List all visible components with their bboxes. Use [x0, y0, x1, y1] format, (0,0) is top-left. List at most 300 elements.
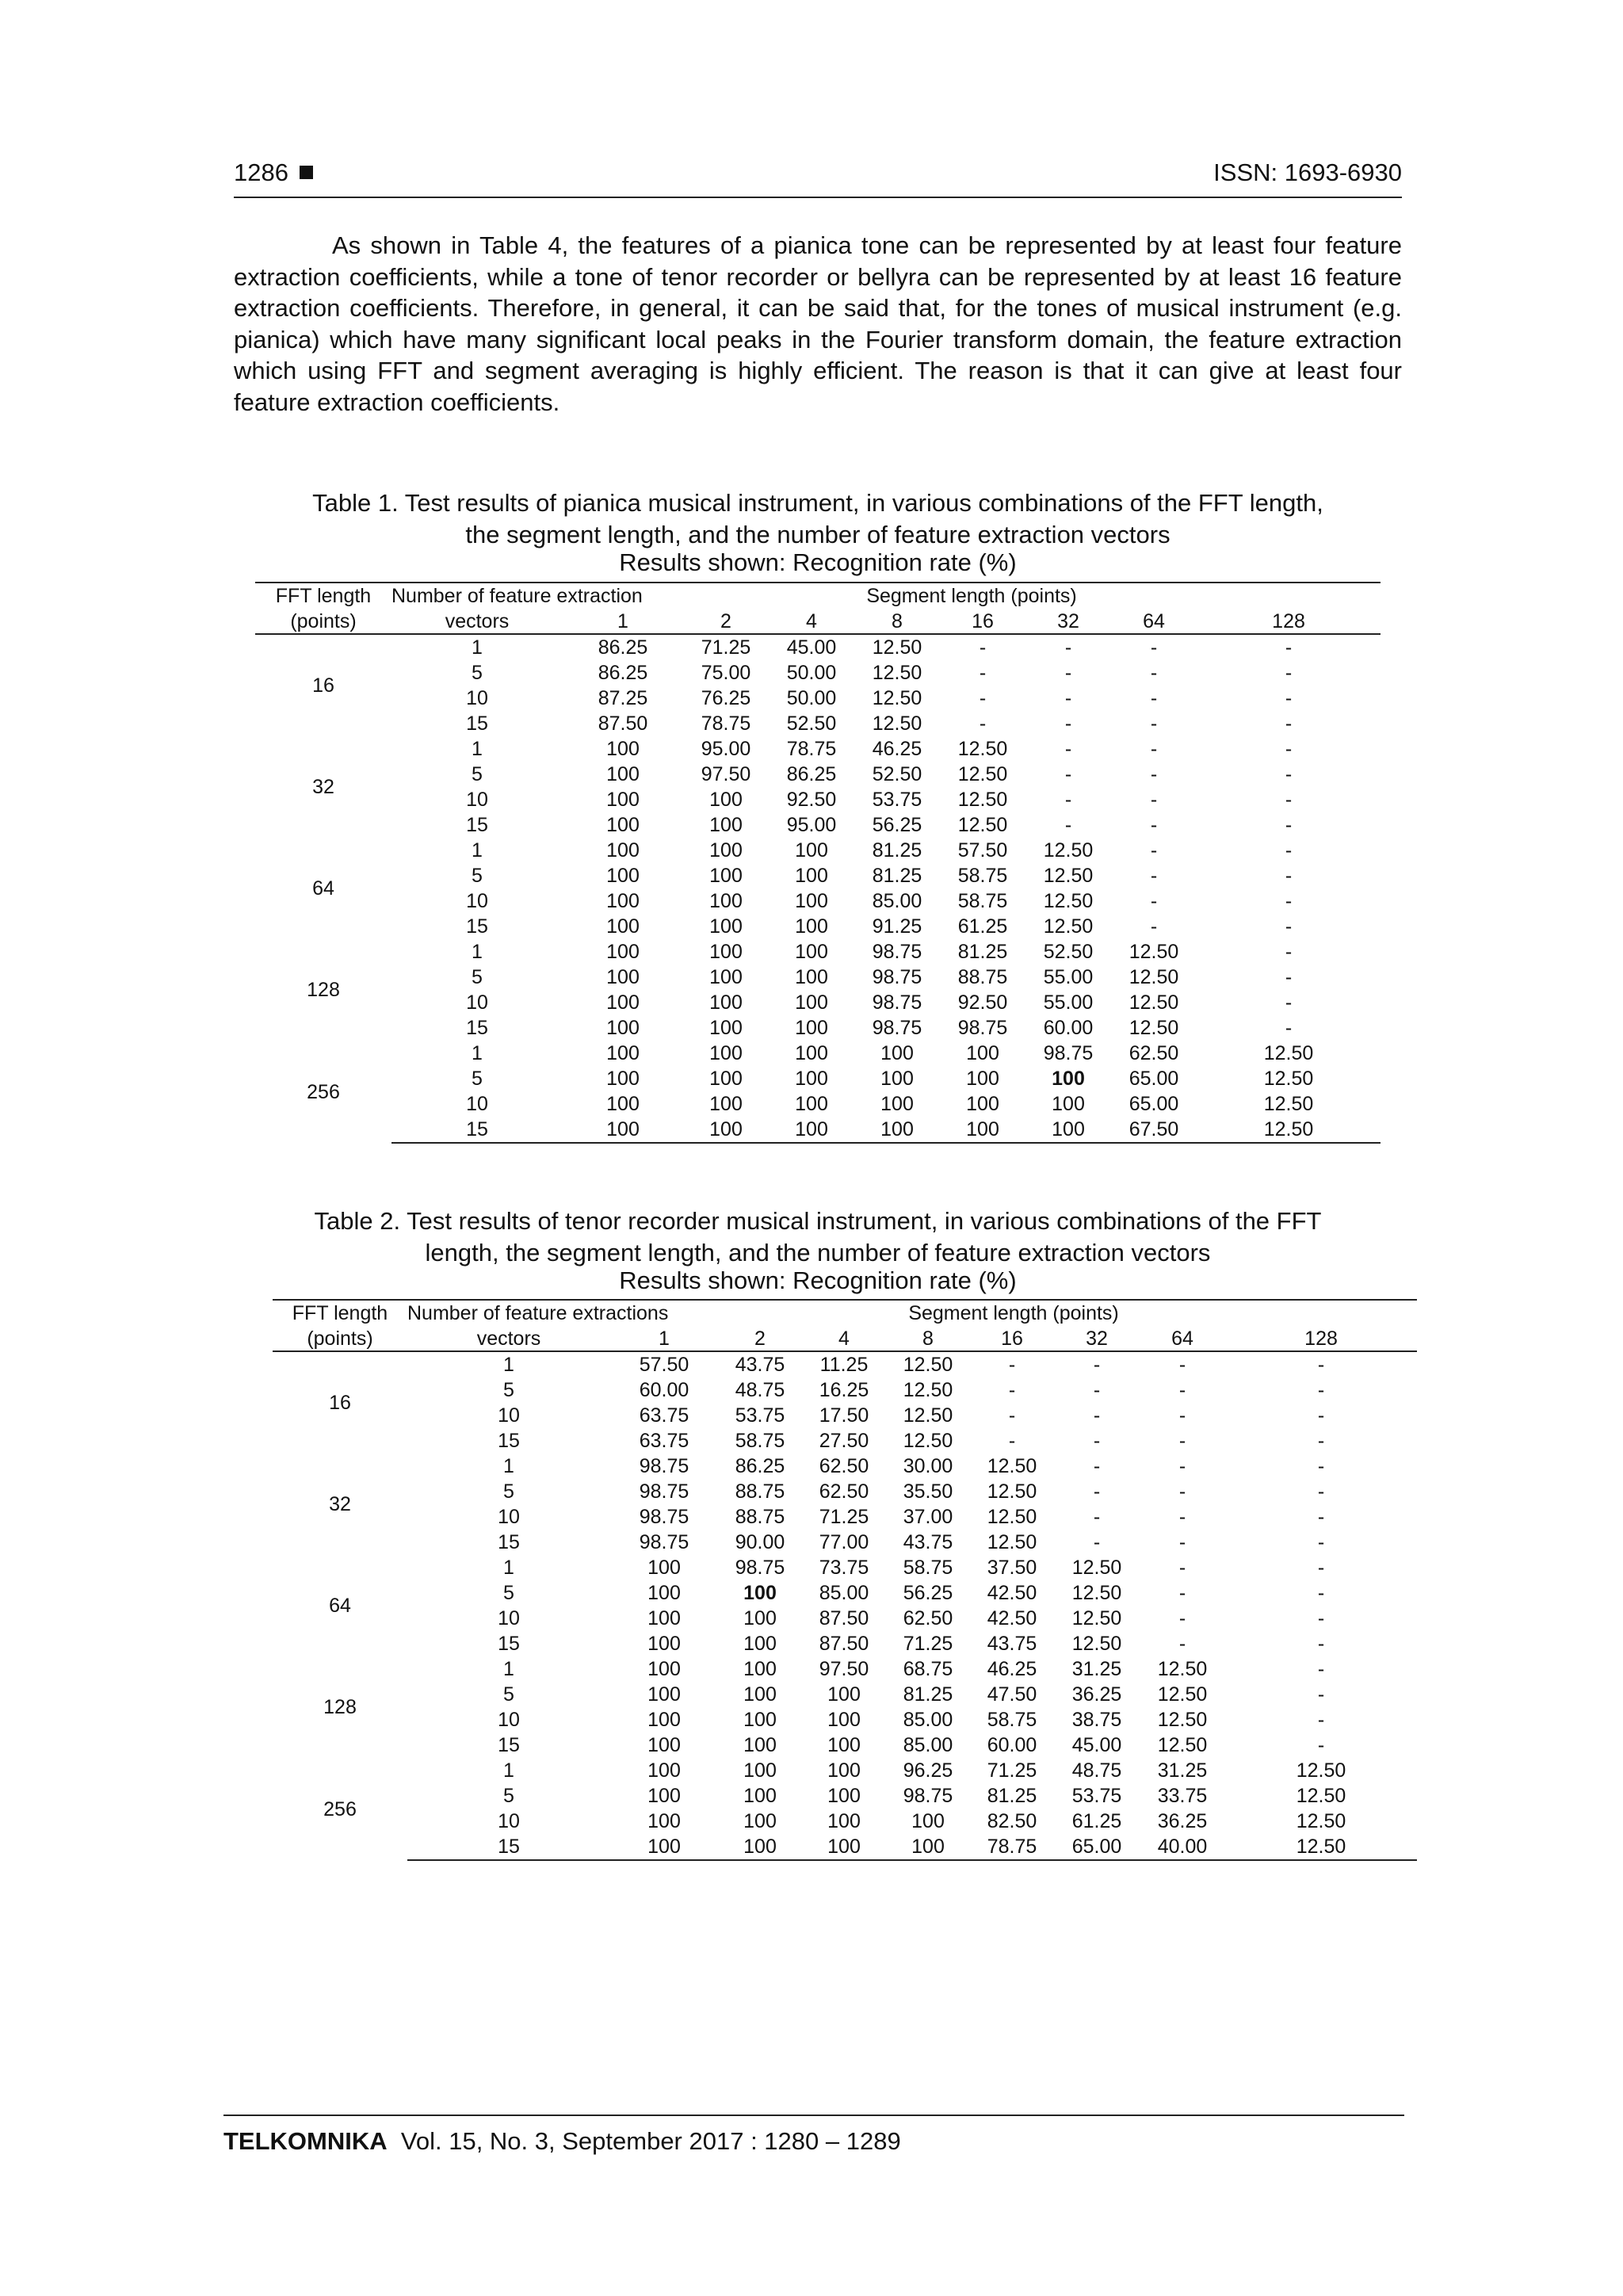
fft-length-cell: 256: [323, 1797, 357, 1820]
rate-cell: -: [979, 636, 987, 659]
rate-cell: 61.25: [957, 915, 1008, 938]
rate-cell: 48.75: [1071, 1759, 1122, 1782]
rate-cell: -: [1008, 1430, 1016, 1452]
rate-cell: -: [1178, 1455, 1186, 1477]
fft-length-cell: 32: [329, 1493, 351, 1515]
rate-cell: 81.25: [872, 839, 922, 861]
rate-cell: -: [1064, 636, 1072, 659]
table-row: [255, 812, 1381, 838]
rate-cell: 78.75: [970, 1834, 1054, 1860]
rate-cell: -: [1285, 712, 1293, 735]
rate-cell: 12.50: [1296, 1810, 1346, 1832]
rate-cell: 100: [606, 1017, 640, 1039]
vectors-header: Number of feature extraction: [391, 585, 643, 607]
rate-cell: 100: [709, 966, 743, 988]
rate-cell: 100: [709, 890, 743, 912]
rate-cell: 75.00: [701, 662, 751, 684]
rate-cell: -: [1317, 1557, 1325, 1579]
rate-cell: 67.50: [1111, 1117, 1197, 1143]
table-row: [255, 634, 1381, 660]
rate-cell: 100: [795, 941, 828, 963]
rate-cell: 100: [718, 1834, 802, 1860]
rate-cell: 100: [1052, 1068, 1085, 1090]
vectors-cell: 5: [472, 865, 483, 887]
rate-cell: 43.75: [987, 1633, 1037, 1655]
table-row: [273, 1403, 1417, 1428]
rate-cell: 100: [647, 1557, 681, 1579]
table1-caption-line1: Table 1. Test results of pianica musical instrument, in various combinations of the FFT length,: [312, 489, 1323, 517]
rate-cell: 52.50: [786, 712, 837, 735]
rate-cell: 97.50: [819, 1658, 869, 1680]
rate-cell: -: [1093, 1354, 1101, 1376]
rate-cell: -: [1093, 1480, 1101, 1503]
segment-column-header: 128: [1225, 1326, 1417, 1351]
header-row: [255, 583, 1381, 609]
table-row: [255, 1091, 1381, 1117]
rate-cell: 86.25: [598, 636, 648, 659]
rate-cell: 53.75: [735, 1404, 785, 1427]
table2: [273, 1299, 1417, 1861]
table2-caption: [234, 1205, 1402, 1269]
fft-length-header: FFT length: [275, 585, 372, 607]
header-row: [255, 609, 1381, 634]
rate-cell: 42.50: [987, 1582, 1037, 1604]
rate-cell: 36.25: [1071, 1683, 1122, 1706]
rate-cell: 30.00: [903, 1455, 953, 1477]
vectors-cell: 10: [498, 1810, 520, 1832]
fft-length-cell: 32: [312, 776, 334, 798]
table-row: [255, 686, 1381, 711]
table-row: [255, 863, 1381, 888]
rate-cell: 98.75: [872, 941, 922, 963]
black-square-icon: [300, 166, 313, 179]
rate-cell: 82.50: [987, 1810, 1037, 1832]
table2-caption-line2: length, the segment length, and the number of feature extraction vectors: [425, 1239, 1211, 1266]
rate-cell: 56.25: [903, 1582, 953, 1604]
rate-cell: 56.25: [872, 814, 922, 836]
rate-cell: 50.00: [786, 687, 837, 709]
rate-cell: -: [979, 687, 987, 709]
rate-cell: 88.75: [735, 1480, 785, 1503]
rate-cell: 100: [795, 1017, 828, 1039]
rate-cell: -: [1317, 1658, 1325, 1680]
rate-cell: 50.00: [786, 662, 837, 684]
vectors-cell: 10: [498, 1607, 520, 1629]
rate-cell: -: [1178, 1379, 1186, 1401]
rate-cell: 97.50: [701, 763, 751, 785]
rate-cell: 100: [743, 1759, 777, 1782]
rate-cell: -: [1093, 1455, 1101, 1477]
rate-cell: 55.00: [1043, 991, 1094, 1014]
rate-cell: 12.50: [872, 712, 922, 735]
fft-length-cell: 64: [329, 1595, 351, 1617]
vectors-cell: 1: [503, 1658, 514, 1680]
rate-cell: 12.50: [1128, 941, 1179, 963]
rate-cell: 63.75: [639, 1430, 689, 1452]
rate-cell: 12.50: [1263, 1068, 1314, 1090]
table-row: [255, 1015, 1381, 1041]
rate-cell: -: [1064, 738, 1072, 760]
segment-length-header: Segment length (points): [866, 585, 1077, 607]
rate-cell: 12.50: [1296, 1785, 1346, 1807]
vectors-cell: 5: [472, 1068, 483, 1090]
rate-cell: 12.50: [1263, 1042, 1314, 1064]
rate-cell: 100: [966, 1093, 999, 1115]
rate-cell: -: [1285, 915, 1293, 938]
rate-cell: -: [1317, 1734, 1325, 1756]
rate-cell: -: [1064, 712, 1072, 735]
vectors-cell: 5: [503, 1379, 514, 1401]
rate-cell: 60.00: [987, 1734, 1037, 1756]
rate-cell: -: [1285, 763, 1293, 785]
rate-cell: 100: [606, 1042, 640, 1064]
rate-cell: 100: [647, 1734, 681, 1756]
rate-cell: 98.75: [903, 1785, 953, 1807]
table-row: [255, 1041, 1381, 1066]
rate-cell: 100: [610, 1834, 718, 1860]
vectors-cell: 10: [466, 789, 488, 811]
rate-cell: -: [1178, 1480, 1186, 1503]
fft-length-cell: 16: [329, 1392, 351, 1414]
rate-cell: 100: [647, 1810, 681, 1832]
segment-column-header: 128: [1197, 609, 1381, 634]
table1-results-line: Results shown: Recognition rate (%): [619, 548, 1017, 576]
vectors-cell: 5: [503, 1683, 514, 1706]
table2-results-line: Results shown: Recognition rate (%): [619, 1266, 1017, 1294]
header-row: [273, 1326, 1417, 1351]
vectors-cell: 15: [498, 1734, 520, 1756]
rate-cell: -: [1285, 941, 1293, 963]
rate-cell: 68.75: [903, 1658, 953, 1680]
vectors-unit-header: vectors: [407, 1326, 610, 1351]
rate-cell: 27.50: [819, 1430, 869, 1452]
rate-cell: 96.25: [903, 1759, 953, 1782]
vectors-cell: 1: [472, 839, 483, 861]
table-row: [273, 1580, 1417, 1606]
rate-cell: 100: [606, 789, 640, 811]
rate-cell: -: [979, 712, 987, 735]
table-row: [273, 1428, 1417, 1454]
rate-cell: 100: [606, 865, 640, 887]
rate-cell: 12.50: [872, 636, 922, 659]
rate-cell: -: [1317, 1709, 1325, 1731]
segment-column-header: 8: [854, 609, 940, 634]
rate-cell: -: [1317, 1633, 1325, 1655]
fft-length-cell: 256: [307, 1080, 340, 1103]
segment-column-header: 64: [1111, 609, 1197, 634]
rate-cell: 81.25: [957, 941, 1008, 963]
rate-cell: 62.50: [903, 1607, 953, 1629]
rate-cell: 11.25: [819, 1354, 869, 1376]
rate-cell: 71.25: [987, 1759, 1037, 1782]
rate-cell: -: [1064, 814, 1072, 836]
rate-cell: 100: [709, 991, 743, 1014]
rate-cell: -: [1178, 1557, 1186, 1579]
table-row: [273, 1707, 1417, 1733]
rate-cell: 16.25: [819, 1379, 869, 1401]
rate-cell: 12.50: [903, 1354, 953, 1376]
fft-unit-header: (points): [255, 609, 391, 634]
vectors-cell: 1: [503, 1759, 514, 1782]
rate-cell: 100: [709, 865, 743, 887]
table1-caption-line2: the segment length, and the number of feature extraction vectors: [465, 521, 1170, 548]
vectors-cell: 10: [498, 1709, 520, 1731]
rate-cell: 38.75: [1071, 1709, 1122, 1731]
rate-cell: -: [1064, 662, 1072, 684]
rate-cell: -: [1317, 1582, 1325, 1604]
vectors-cell: 15: [498, 1430, 520, 1452]
table1-caption: [234, 487, 1402, 551]
rate-cell: -: [1317, 1506, 1325, 1528]
vectors-cell: 10: [466, 1093, 488, 1115]
rate-cell: 31.25: [1071, 1658, 1122, 1680]
rate-cell: 98.75: [872, 966, 922, 988]
rate-cell: 100: [940, 1117, 1025, 1143]
rate-cell: 100: [606, 966, 640, 988]
rate-cell: 90.00: [735, 1531, 785, 1553]
rate-cell: 37.50: [987, 1557, 1037, 1579]
rate-cell: -: [1285, 789, 1293, 811]
table-row: [273, 1479, 1417, 1504]
rate-cell: 71.25: [701, 636, 751, 659]
rate-cell: 100: [647, 1607, 681, 1629]
rate-cell: 12.50: [957, 814, 1008, 836]
rate-cell: 43.75: [903, 1531, 953, 1553]
rate-cell: -: [1285, 966, 1293, 988]
fft-length-cell: 64: [312, 877, 334, 900]
rate-cell: 60.00: [1043, 1017, 1094, 1039]
rate-cell: 100: [743, 1582, 777, 1604]
rate-cell: 17.50: [819, 1404, 869, 1427]
rate-cell: 92.50: [786, 789, 837, 811]
table-row: [273, 1504, 1417, 1530]
table-row: [255, 660, 1381, 686]
rate-cell: -: [1178, 1582, 1186, 1604]
segment-column-header: 8: [886, 1326, 970, 1351]
rate-cell: -: [1178, 1404, 1186, 1427]
rate-cell: 62.50: [1128, 1042, 1179, 1064]
segment-column-header: 4: [802, 1326, 886, 1351]
table-row: [273, 1809, 1417, 1834]
rate-cell: 100: [966, 1068, 999, 1090]
rate-cell: 45.00: [1071, 1734, 1122, 1756]
fft-unit-header: (points): [273, 1326, 407, 1351]
rate-cell: 55.00: [1043, 966, 1094, 988]
table-row: [255, 939, 1381, 965]
rate-cell: 100: [827, 1810, 861, 1832]
rate-cell: 81.25: [987, 1785, 1037, 1807]
rate-cell: 100: [709, 789, 743, 811]
rate-cell: 37.00: [903, 1506, 953, 1528]
rate-cell: 78.75: [786, 738, 837, 760]
rate-cell: -: [1178, 1354, 1186, 1376]
rate-cell: 100: [606, 915, 640, 938]
rate-cell: 12.50: [1128, 991, 1179, 1014]
rate-cell: 12.50: [1157, 1683, 1208, 1706]
table2-caption-line1: Table 2. Test results of tenor recorder musical instrument, in various combinations of the FFT: [314, 1207, 1322, 1235]
rate-cell: -: [1150, 662, 1158, 684]
rate-cell: 100: [709, 814, 743, 836]
rate-cell: -: [979, 662, 987, 684]
rate-cell: -: [1150, 839, 1158, 861]
segment-column-header: 2: [683, 609, 769, 634]
rate-cell: 100: [966, 1042, 999, 1064]
vectors-cell: 15: [466, 1017, 488, 1039]
rate-cell: 100: [743, 1607, 777, 1629]
rate-cell: -: [1150, 814, 1158, 836]
rate-cell: 100: [827, 1759, 861, 1782]
rate-cell: 12.50: [903, 1404, 953, 1427]
rate-cell: 12.50: [957, 789, 1008, 811]
vectors-cell: 15: [466, 814, 488, 836]
rate-cell: 100: [880, 1042, 914, 1064]
table1: [255, 582, 1381, 1144]
vectors-cell: 10: [498, 1506, 520, 1528]
table-row: [273, 1555, 1417, 1580]
rate-cell: 100: [1052, 1093, 1085, 1115]
segment-length-header: Segment length (points): [908, 1302, 1119, 1324]
vectors-cell: 15: [466, 712, 488, 735]
rate-cell: 58.75: [957, 865, 1008, 887]
table-row: [273, 1631, 1417, 1656]
vectors-cell: 1: [472, 738, 483, 760]
rate-cell: 98.75: [872, 991, 922, 1014]
table-row: [273, 1834, 1417, 1860]
rate-cell: -: [1064, 687, 1072, 709]
rate-cell: 52.50: [1043, 941, 1094, 963]
rate-cell: 100: [827, 1785, 861, 1807]
rate-cell: 12.50: [1263, 1093, 1314, 1115]
fft-length-cell: 128: [323, 1696, 357, 1718]
page-header: [234, 155, 1402, 198]
rate-cell: 42.50: [987, 1607, 1037, 1629]
rate-cell: -: [1285, 662, 1293, 684]
rate-cell: 12.50: [1071, 1607, 1122, 1629]
fft-length-cell: 16: [312, 674, 334, 697]
rate-cell: 12.50: [987, 1506, 1037, 1528]
segment-column-header: 1: [563, 609, 683, 634]
vectors-cell: 1: [503, 1455, 514, 1477]
page-number: 1286: [234, 159, 288, 186]
rate-cell: 47.50: [987, 1683, 1037, 1706]
rate-cell: 100: [795, 1093, 828, 1115]
rate-cell: 87.50: [598, 712, 648, 735]
rate-cell: 100: [606, 991, 640, 1014]
rate-cell: 100: [647, 1785, 681, 1807]
rate-cell: -: [1008, 1404, 1016, 1427]
rate-cell: 88.75: [957, 966, 1008, 988]
rate-cell: 12.50: [1043, 839, 1094, 861]
vectors-cell: 10: [466, 687, 488, 709]
rate-cell: -: [1317, 1531, 1325, 1553]
rate-cell: -: [1008, 1354, 1016, 1376]
rate-cell: 12.50: [1043, 890, 1094, 912]
table-row: [255, 787, 1381, 812]
rate-cell: 100: [795, 915, 828, 938]
rate-cell: 100: [743, 1683, 777, 1706]
rate-cell: 100: [769, 1117, 854, 1143]
table-row: [273, 1454, 1417, 1479]
rate-cell: -: [1150, 890, 1158, 912]
rate-cell: 100: [709, 1093, 743, 1115]
vectors-unit-header: vectors: [391, 609, 563, 634]
vectors-cell: 15: [498, 1531, 520, 1553]
vectors-header: Number of feature extractions: [407, 1302, 669, 1324]
rate-cell: -: [1285, 814, 1293, 836]
rate-cell: 12.50: [903, 1379, 953, 1401]
vectors-cell: 1: [472, 636, 483, 659]
segment-column-header: 32: [1025, 609, 1111, 634]
vectors-cell: 5: [472, 763, 483, 785]
rate-cell: 65.00: [1128, 1093, 1179, 1115]
rate-cell: -: [1285, 890, 1293, 912]
rate-cell: 98.75: [639, 1531, 689, 1553]
rate-cell: 78.75: [701, 712, 751, 735]
rate-cell: 100: [709, 839, 743, 861]
vectors-cell: 1: [472, 941, 483, 963]
rate-cell: 86.25: [786, 763, 837, 785]
rate-cell: 100: [709, 1042, 743, 1064]
rate-cell: 98.75: [639, 1506, 689, 1528]
issn: ISSN: 1693-6930: [1213, 159, 1402, 186]
rate-cell: -: [1317, 1607, 1325, 1629]
rate-cell: 100: [647, 1709, 681, 1731]
table-row: [255, 914, 1381, 939]
rate-cell: 87.25: [598, 687, 648, 709]
rate-cell: -: [1093, 1404, 1101, 1427]
rate-cell: 100: [911, 1810, 945, 1832]
rate-cell: 100: [827, 1709, 861, 1731]
fft-length-header: FFT length: [292, 1302, 388, 1324]
rate-cell: 73.75: [819, 1557, 869, 1579]
rate-cell: 100: [743, 1785, 777, 1807]
rate-cell: 63.75: [639, 1404, 689, 1427]
rate-cell: 100: [743, 1658, 777, 1680]
rate-cell: 12.50: [903, 1430, 953, 1452]
rate-cell: -: [1285, 1017, 1293, 1039]
rate-cell: -: [1317, 1430, 1325, 1452]
vectors-cell: 1: [503, 1354, 514, 1376]
vectors-cell: 1: [503, 1557, 514, 1579]
rate-cell: 65.00: [1128, 1068, 1179, 1090]
rate-cell: 12.50: [1296, 1759, 1346, 1782]
rate-cell: 61.25: [1071, 1810, 1122, 1832]
rate-cell: -: [1093, 1379, 1101, 1401]
rate-cell: 100: [606, 890, 640, 912]
rate-cell: 71.25: [819, 1506, 869, 1528]
table-row: [255, 736, 1381, 762]
rate-cell: 53.75: [1071, 1785, 1122, 1807]
rate-cell: 100: [880, 1068, 914, 1090]
vectors-cell: 5: [472, 966, 483, 988]
rate-cell: 40.00: [1140, 1834, 1225, 1860]
rate-cell: 100: [647, 1582, 681, 1604]
rate-cell: 100: [1025, 1117, 1111, 1143]
table-row: [273, 1351, 1417, 1377]
rate-cell: 52.50: [872, 763, 922, 785]
rate-cell: -: [1150, 712, 1158, 735]
rate-cell: 12.50: [1043, 915, 1094, 938]
rate-cell: 58.75: [957, 890, 1008, 912]
rate-cell: 100: [647, 1658, 681, 1680]
rate-cell: 46.25: [872, 738, 922, 760]
rate-cell: 12.50: [1071, 1557, 1122, 1579]
rate-cell: 100: [880, 1093, 914, 1115]
vectors-cell: 10: [466, 991, 488, 1014]
rate-cell: 100: [606, 814, 640, 836]
rate-cell: 45.00: [786, 636, 837, 659]
rate-cell: -: [1093, 1506, 1101, 1528]
